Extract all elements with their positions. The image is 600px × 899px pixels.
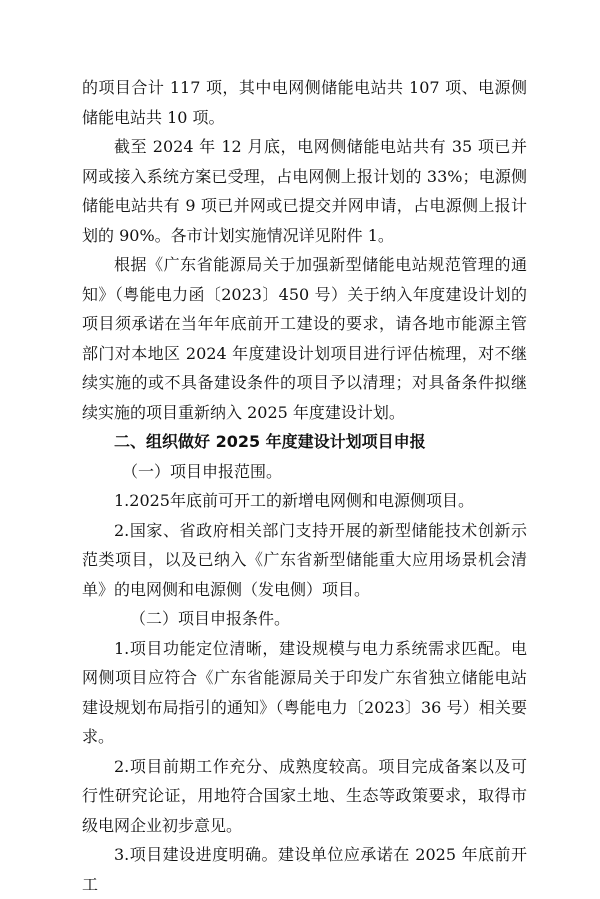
condition-item-2: 2.项目前期工作充分、成熟度较高。项目完成备案以及可行性研究论证，用地符合国家土地、生态等政策要求，取得市级电网企业初步意见。 (82, 756, 527, 835)
paragraph-plan-review: 根据《广东省能源局关于加强新型储能电站规范管理的通知》（粤能电力函〔2023〕450 号）关于纳入年度建设计划的项目须承诺在当年年底前开工建设的要求，请各地市能源主管部门对本地区 2024 年度建设计划项目进行评估梳理，对不继续实施的或不具备建设条件的项目予以清理；对具备条件拟继续实施的项目重新纳入 2025 年度建设计划。 (82, 255, 527, 422)
section-heading-2: 二、组织做好 2025 年度建设计划项目申报 (114, 432, 426, 451)
paragraph-project-total: 的项目合计 117 项，其中电网侧储能电站共 107 项、电源侧储能电站共 10 项。 (82, 78, 527, 127)
subheading-application-scope: （一）项目申报范围。 (122, 461, 283, 481)
subheading-application-conditions: （二）项目申报条件。 (130, 609, 291, 628)
condition-item-3: 3.项目建设进度明确。建设单位应承诺在 2025 年底前开工 (82, 845, 527, 894)
paragraph-progress-status: 截至 2024 年 12 月底，电网侧储能电站共有 35 项已并网或接入系统方案已受理，占电网侧上报计划的 33%；电源侧储能电站共有 9 项已并网或已提交并网申请，占电源侧上报计划的 90%。各市计划实施情况详见附件 1。 (82, 137, 527, 245)
document-body (82, 73, 527, 899)
scope-item-2: 2.国家、省政府相关部门支持开展的新型储能技术创新示范类项目，以及已纳入《广东省新型储能重大应用场景机会清单》的电网侧和电源侧（发电侧）项目。 (82, 520, 527, 599)
scope-item-1: 1.2025年底前可开工的新增电网侧和电源侧项目。 (114, 491, 474, 510)
condition-item-1: 1.项目功能定位清晰，建设规模与电力系统需求匹配。电网侧项目应符合《广东省能源局关于印发广东省独立储能电站建设规划布局指引的通知》（粤能电力〔2023〕36 号）相关要求。 (82, 638, 527, 746)
